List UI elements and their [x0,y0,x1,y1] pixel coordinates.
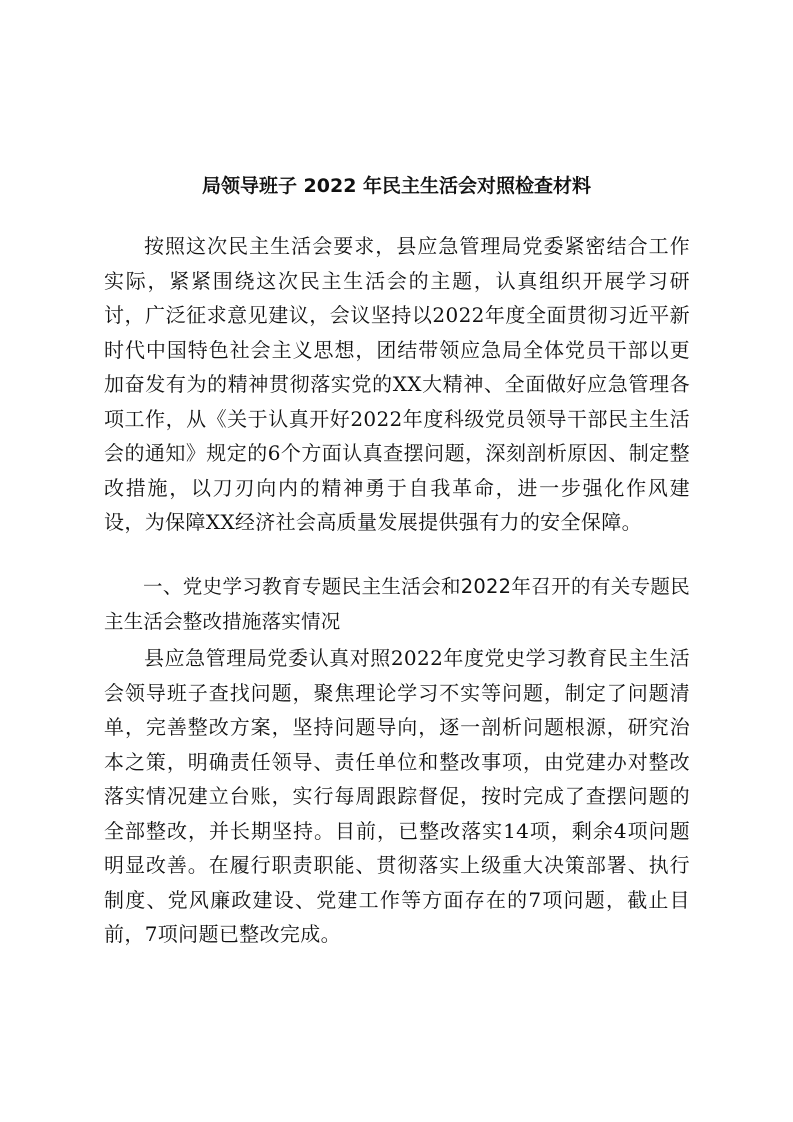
intro-paragraph: 按照这次民主生活会要求，县应急管理局党委紧密结合工作实际，紧紧围绕这次民主生活会的主题，认真组织开展学习研讨，广泛征求意见建议，会议坚持以2022年度全面贯彻习近平新时代中国特色社会主义思想，团结带领应急局全体党员干部以更加奋发有为的精神贯彻落实党的XX大精神、全面做好应急管理各项工作，从《关于认真开好2022年度科级党员领导干部民主生活会的通知》规定的6个方面认真查摆问题，深刻剖析原因、制定整改措施，以刀刃向内的精神勇于自我革命，进一步强化作风建设，为保障XX经济社会高质量发展提供强有力的安全保障。 [104,234,690,534]
section-1-paragraph: 县应急管理局党委认真对照2022年度党史学习教育民主生活会领导班子查找问题，聚焦理论学习不实等问题，制定了问题清单，完善整改方案，坚持问题导向，逐一剖析问题根源，研究治本之策，明确责任领导、责任单位和整改事项，由党建办对整改落实情况建立台账，实行每周跟踪督促，按时完成了查摆问题的全部整改，并长期坚持。目前，已整改落实14项，剩余4项问题明显改善。在履行职责职能、贯彻落实上级重大决策部署、执行制度、党风廉政建设、党建工作等方面存在的7项问题，截止目前，7项问题已整改完成。 [104,646,690,946]
document-title: 局领导班子 2022 年民主生活会对照检查材料 [201,175,592,197]
section-1-heading: 一、党史学习教育专题民主生活会和2022年召开的有关专题民主生活会整改措施落实情况 [104,575,690,633]
